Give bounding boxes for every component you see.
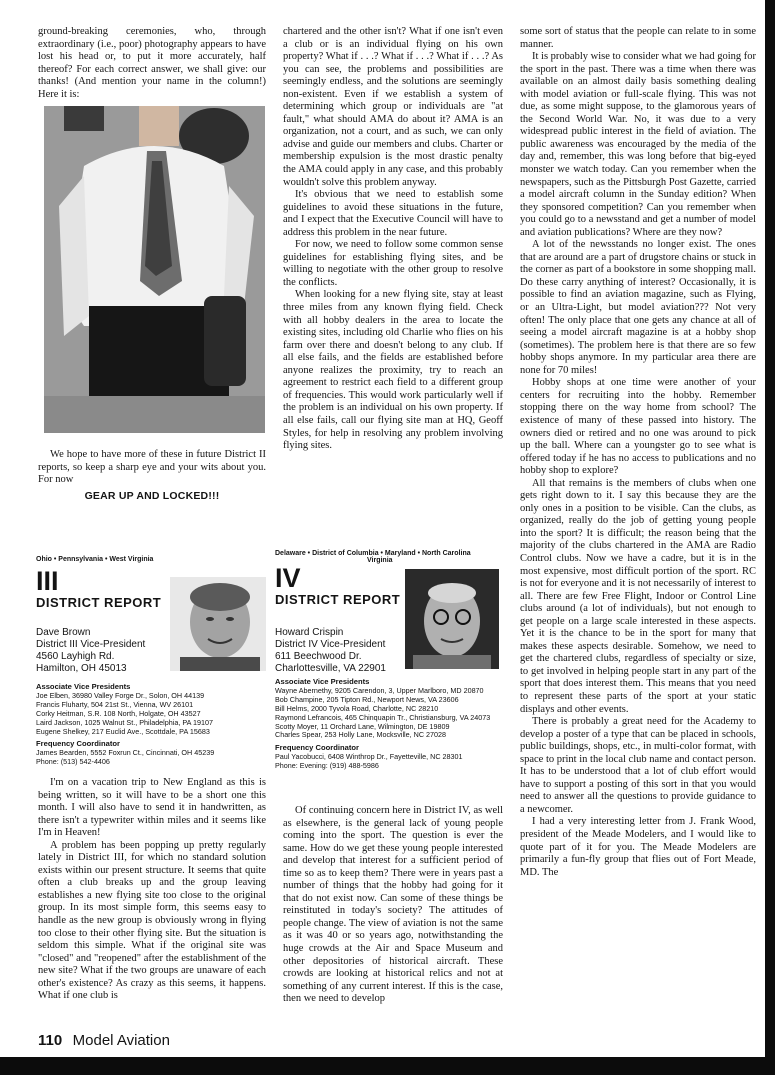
district3-assoc: Joe Elben, 36980 Valley Forge Dr., Solon, OH 44139: [36, 690, 205, 700]
scan-edge-bottom: [0, 1057, 775, 1075]
district4-assoc-label: Associate Vice Presidents: [275, 677, 370, 686]
col2-paragraph: chartered and the other isn't? What if one isn't even a club or is an individual flying on his own property? What if . . .? What if . . .? What if . . .? As you can see, the problems and possibilities are seemingly endless, and the solutions are seemingly non-existent. Even if we establish a system of determining which group or individuals are "at fault," what should AMA do about it? AMA is an organization, not a court, and as such, we can only advise and guide our members and clubs. Charter or membership expulsion is the most drastic penalty the AMA could apply in any case, and this probably wouldn't solve this problem anyway.: [283, 26, 503, 188]
district3-assoc: Eugene Shelkey, 217 Euclid Ave., Scottdale, PA 15683: [36, 726, 210, 736]
col2-paragraph: For now, we need to follow some common sense guidelines for establishing flying sites, and be willing to negotiate with the other group to resolve the conflicts.: [283, 239, 503, 288]
district3-officers: [36, 683, 271, 767]
district3-phone: Phone: (513) 542-4406: [36, 757, 110, 767]
column1-continuation-text: ground-breaking ceremonies, who, through extraordinary (i.e., poor) photography appears to have lost his head or, to put it more accurately, half thereof? For each correct answer, we shall give: our thanks! (And mention your name in the column!) Here it is:: [38, 26, 266, 100]
page-number: 110: [38, 1032, 63, 1049]
district4-number: IV: [275, 563, 301, 593]
district3-assoc: Laird Jackson, 1025 Walnut St., Philadelphia, PA 19107: [36, 717, 214, 727]
district4-assoc: Raymond Lefrancois, 465 Chinquapin Tr., Christiansburg, VA 24073: [275, 712, 491, 722]
col3-paragraph: Hobby shops at one time were another of your centers for recruiting into the hobby. Remember stopping there on the way home from school? The existence of many of these passed into history. The owners died or retired and no one was around to pick up the ball. Where can a youngster go to see what is offered today if he has no access to publications and no hobby shop to explore?: [520, 377, 756, 477]
district3-states: Ohio • Pennsylvania • West Virginia: [36, 556, 154, 563]
district3-assoc-label: Associate Vice Presidents: [36, 682, 131, 691]
district4-name: Howard Crispin: [275, 627, 344, 638]
district3-contact: [36, 627, 176, 675]
district3-title: DISTRICT REPORT: [36, 595, 162, 610]
district4-assoc: Bob Champine, 205 Tipton Rd., Newport News, VA 23606: [275, 694, 459, 704]
district3-freq: James Bearden, 5552 Foxrun Ct., Cincinnati, OH 45239: [36, 748, 215, 758]
district3-face: [170, 577, 266, 671]
district4-contact: [275, 627, 410, 675]
district4-role: District IV Vice-President: [275, 639, 386, 650]
district3-name: Dave Brown: [36, 627, 91, 638]
contest-photo: [44, 106, 265, 433]
district4-paragraph: Of continuing concern here in District IV, as well as elsewhere, is the general lack of young people coming into the sport. The question is ever the same. How do we get these young people interested and develop that interest for a sufficient period of time so as to keep them? There were in years past a number of things that the hobby had going for it that do not exist now. Can some of these things be reinstituted in today's society? The attitudes of people change. The view of aviation is not the same as it was 40 or so years ago, notwithstanding the huge crowds at the Air and Space Museum and other depositories of historical aircraft. These crowds are looking at historical relics and not at something of any current interest. If this is the case, then we need to develop: [283, 805, 503, 1005]
signoff: GEAR UP AND LOCKED!!!: [84, 489, 220, 502]
district4-body: [283, 805, 503, 1006]
district3-assoc: Corky Heitman, S.R. 108 North, Holgate, OH 43527: [36, 708, 201, 718]
col3-paragraph: A lot of the newsstands no longer exist. The ones that are around are a part of drugstore chains or stuck in the corner as part of a bookstore in some shopping mall. Do these carry anything of interest? Occasionally, it is possible to find an aviation magazine, such as Flying, or an Ultra-Light, but model aviation??? Not very often! The only place that one gets any chance at all of seeing a model aircraft magazine is at a hobby shop (sometimes). The problem here is that there are so few hobby shops anymore. In my particular area there are none for 70 miles!: [520, 239, 756, 376]
district4-assoc: Wayne Abernethy, 9205 Carendon, 3, Upper Marlboro, MD 20870: [275, 685, 484, 695]
col3-paragraph: some sort of status that the people can relate to in some manner.: [520, 26, 756, 50]
district3-role: District III Vice-President: [36, 639, 146, 650]
district4-assoc: Charles Spear, 253 Holly Lane, Mocksville, NC 27028: [275, 730, 446, 740]
district4-officers: [275, 678, 505, 771]
district3-assoc: Francis Fluharty, 504 21st St., Vienna, WV 26101: [36, 699, 194, 709]
col2-paragraph: When looking for a new flying site, stay at least three miles from any known flying field. Check with all hobby dealers in the area to locate the existing sites, including old Charlie who flies on his farm over there and doesn't belong to any club. If all else fails, and the fields are established before anyone realizes the proximity, try to reach an agreement to restrict each field to a different group of frequencies. This would work particularly well if the problem is an individual on his own property. If all else fails, call our flying site man at HQ, Geoff Styles, for help in resolving any problem involving flying sites.: [283, 289, 503, 452]
district3-freq-label: Frequency Coordinator: [36, 739, 120, 749]
col3-paragraph: All that remains is the members of clubs when one gets right down to it. I say this because they are the only ones in a position to be visible. Can the clubs, as organized, really do the job of getting young people into the sport? It is difficult; the reason being that the majority of the clubs chartered in the AMA are Radio Control clubs. Now we have a cadre, but it is in the most expensive, most difficult portion of the sport. RC is not for everyone and it is not necessarily of interest to all. There are few Free Flight, Indoor or Control Line clubs around (a lot of individuals), but not enough to get people on a large scale interested in these aspects. Yet it is the chance to be in the sport for many that makes these aspects desirable. Somehow, we need to get the chartered clubs, regardless of specialty or size, to get involved in helping people start in any part of the sport that does interest them. This means that you need to represent these parts of the sport at your static displays and other events.: [520, 477, 756, 715]
column1-closing: [38, 449, 266, 502]
district3-portrait: [170, 577, 266, 671]
district4-city: Charlottesville, VA 22901: [275, 663, 386, 674]
col3-paragraph: I had a very interesting letter from J. Frank Wood, president of the Meade Modelers, and I would like to quote part of it for you. The Meade Modelers are primarily a fun-fly group that flies out of Fort Meade, MD. The: [520, 816, 756, 878]
column2-text: [283, 26, 503, 453]
closing-text: We hope to have more of these in future District II reports, so keep a sharp eye and your wits about you. For now: [38, 449, 266, 486]
district4-states: Delaware • District of Columbia • Maryland • North Carolina: [275, 550, 471, 557]
page-footer: [38, 1032, 170, 1050]
magazine-name: Model Aviation: [72, 1032, 170, 1049]
district3-street: 4560 Layhigh Rd.: [36, 651, 115, 662]
col3-paragraph: There is probably a great need for the Academy to develop a poster of a type that can be placed in schools, public buildings, shops, etc., in multi-color format, with space to print in the local club name and contact person. It has to be understood that a lot of club effort would have to support a posting of this sort in that you would need to answer all the questions to provide guidance to a newcomer.: [520, 716, 756, 815]
district3-paragraph: I'm on a vacation trip to New England as this is being written, so it will have to be a short one this month. I will also have to send it in handwritten, as there isn't a typewriter within miles and it seems like I'm in Heaven!: [38, 777, 266, 839]
district4-title: DISTRICT REPORT: [275, 592, 401, 607]
district3-number: III: [36, 566, 59, 596]
col2-paragraph: It's obvious that we need to establish some guidelines to avoid these situations in the future, and I expect that the Executive Council will have to address this problem in the near future.: [283, 189, 503, 238]
district4-freq-label: Frequency Coordinator: [275, 743, 359, 753]
district4-street: 611 Beechwood Dr.: [275, 651, 362, 662]
column3-text: [520, 26, 756, 879]
column1-continuation: [38, 26, 266, 101]
district4-states-line2: Virginia: [367, 557, 393, 564]
district4-face: [405, 569, 499, 669]
district4-assoc: Bill Helms, 2000 Tyvola Road, Charlotte, NC 28210: [275, 703, 439, 713]
district3-body: [38, 777, 266, 1003]
district4-freq: Paul Yacobucci, 6408 Winthrop Dr., Fayetteville, NC 28301: [275, 752, 463, 762]
district4-assoc: Scotty Moyer, 11 Orchard Lane, Wilmington, DE 19809: [275, 721, 450, 731]
district3-paragraph: A problem has been popping up pretty regularly lately in District III, for which no standard solution exists within our present structure. It seems that quite often a club breaks up and the group leaving establishes a new flying site too close to the original group. In its most simple form, this seems easy to handle as the new group is obviously wrong in flying too close to their other flying site. But the situation is seldom this simple. What if the original site was "closed" and "reopened" after the establishment of the new site? What if the two groups are unaware of each other's existence? As crazy as this seems, it happens. What if one club is: [38, 839, 266, 1002]
scan-edge-right: [765, 0, 775, 1075]
col3-paragraph: It is probably wise to consider what we had going for the sport in the past. There was a time when there was available on an almost daily basis something dealing with model aviation or full-scale flying. This was not due, as some might suppose, to the glamorous years of the Second World War. No, it was due to a very widespread public interest in the field of aviation. The public awareness was encouraged by the media of the day and, remember, this was long before that big-eyed monster we watch today. Can you remember when the newspapers, such as the Pittsburgh Post Gazette, carried a model aircraft column in the Sunday edition? When they sponsored competition? Can you remember when you could go to a newsstand and get a number of model and aviation publications? Where are they now?: [520, 51, 756, 238]
district3-city: Hamilton, OH 45013: [36, 663, 127, 674]
district4-portrait: [405, 569, 499, 669]
photo-figure: [44, 106, 265, 433]
district4-phone: Phone: Evening: (919) 488-5986: [275, 761, 379, 771]
